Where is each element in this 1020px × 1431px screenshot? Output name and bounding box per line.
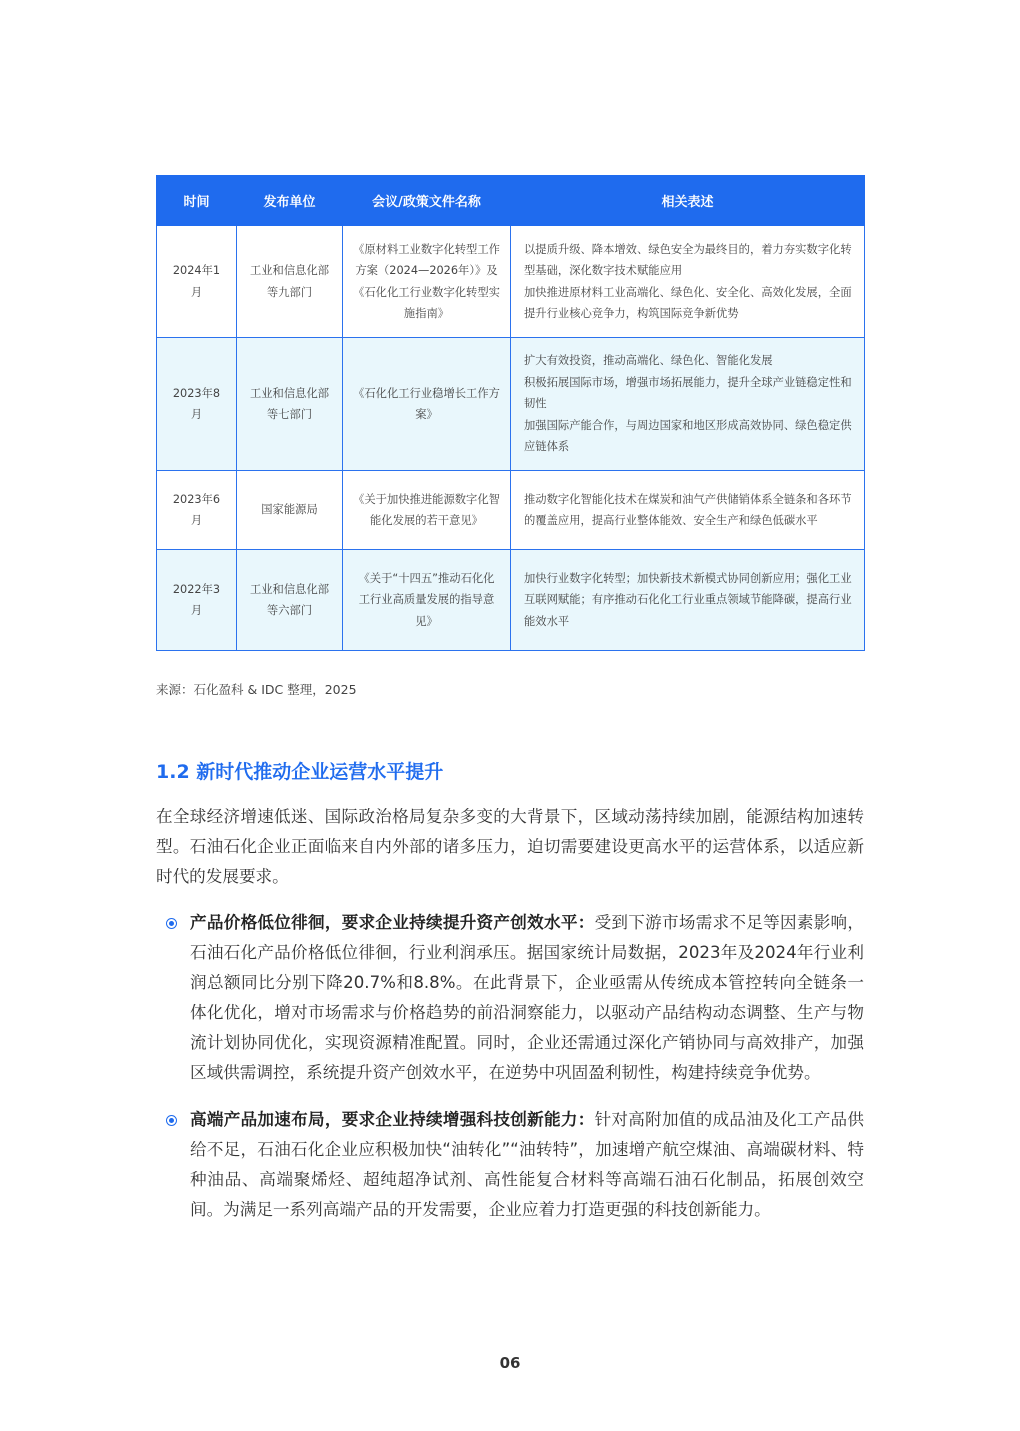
cell-doc: 《石化化工行业稳增长工作方案》 bbox=[343, 338, 511, 471]
page-number: 06 bbox=[499, 1354, 521, 1372]
table-row bbox=[157, 226, 865, 338]
intro-paragraph: 在全球经济增速低迷、国际政治格局复杂多变的大背景下，区域动荡持续加剧，能源结构加速转型。石油石化企业正面临来自内外部的诸多压力，迫切需要建设更高水平的运营体系，以适应新时代的发展要求。 bbox=[156, 807, 864, 886]
cell-org: 国家能源局 bbox=[237, 471, 343, 550]
cell-org: 工业和信息化部等七部门 bbox=[237, 338, 343, 471]
cell-date: 2022年3月 bbox=[157, 550, 237, 651]
cell-org: 工业和信息化部等九部门 bbox=[237, 226, 343, 338]
table-row bbox=[157, 550, 865, 651]
desc-line: 加强国际产能合作，与周边国家和地区形成高效协同、绿色稳定供应链体系 bbox=[524, 418, 852, 454]
desc-line: 推动数字化智能化技术在煤炭和油气产供储销体系全链条和各环节的覆盖应用，提高行业整体能效、安全生产和绿色低碳水平 bbox=[524, 492, 852, 527]
table-header-row bbox=[157, 176, 865, 226]
cell-desc bbox=[511, 550, 865, 651]
bullet-text: 针对高附加值的成品油及化工产品供给不足，石油石化企业应积极加快“油转化”“油转特”，加速增产航空煤油、高端碳材料、特种油品、高端聚烯烃、超纯超净试剂、高性能复合材料等高端石油石化制品，拓展创效空间。为满足一系列高端产品的开发需要，企业应着力打造更强的科技创新能力。 bbox=[190, 1110, 865, 1219]
cell-doc: 《关于加快推进能源数字化智能化发展的若干意见》 bbox=[343, 471, 511, 550]
header-doc: 会议/政策文件名称 bbox=[343, 176, 511, 226]
cell-desc bbox=[511, 226, 865, 338]
cell-org: 工业和信息化部等六部门 bbox=[237, 550, 343, 651]
header-org: 发布单位 bbox=[237, 176, 343, 226]
header-desc: 相关表述 bbox=[511, 176, 865, 226]
table-row bbox=[157, 338, 865, 471]
cell-desc bbox=[511, 338, 865, 471]
cell-desc bbox=[511, 471, 865, 550]
desc-line: 积极拓展国际市场，增强市场拓展能力，提升全球产业链稳定性和韧性 bbox=[524, 375, 852, 411]
cell-doc: 《关于“十四五”推动石化化工行业高质量发展的指导意见》 bbox=[343, 550, 511, 651]
section-title: 1.2 新时代推动企业运营水平提升 bbox=[156, 761, 444, 783]
cell-date: 2023年6月 bbox=[157, 471, 237, 550]
bullet-text: 受到下游市场需求不足等因素影响，石油石化产品价格低位徘徊，行业利润承压。据国家统计局数据，2023年及2024年行业利润总额同比分别下降20.7%和8.8%。在此背景下，企业亟需从传统成本管控转向全链条一体化优化，增对市场需求与价格趋势的前沿洞察能力，以驱动产品结构动态调整、生产与物流计划协同优化，实现资源精准配置。同时，企业还需通过深化产销协同与高效排产，加强区域供需调控，系统提升资产创效水平，在逆势中巩固盈利韧性，构建持续竞争优势。 bbox=[190, 913, 865, 1082]
bullet-circle-icon bbox=[166, 1115, 177, 1126]
cell-date: 2023年8月 bbox=[157, 338, 237, 471]
desc-line: 加快行业数字化转型；加快新技术新模式协同创新应用；强化工业互联网赋能；有序推动石化化工行业重点领域节能降碳，提高行业能效水平 bbox=[524, 571, 852, 628]
bullet-circle-icon bbox=[166, 918, 177, 929]
bullet-item bbox=[190, 908, 864, 1088]
bullet-title: 高端产品加速布局，要求企业持续增强科技创新能力： bbox=[190, 1110, 595, 1129]
bullet-item bbox=[190, 1105, 864, 1225]
policy-table bbox=[156, 175, 865, 651]
table-source: 来源：石化盈科 & IDC 整理，2025 bbox=[156, 682, 357, 697]
desc-line: 扩大有效投资，推动高端化、绿色化、智能化发展 bbox=[524, 354, 773, 368]
table-row bbox=[157, 471, 865, 550]
header-date: 时间 bbox=[157, 176, 237, 226]
desc-line: 加快推进原材料工业高端化、绿色化、安全化、高效化发展，全面提升行业核心竞争力，构筑国际竞争新优势 bbox=[524, 285, 852, 320]
cell-date: 2024年1月 bbox=[157, 226, 237, 338]
cell-doc: 《原材料工业数字化转型工作方案（2024—2026年）》及《石化化工行业数字化转型实施指南》 bbox=[343, 226, 511, 338]
bullet-title: 产品价格低位徘徊，要求企业持续提升资产创效水平： bbox=[190, 913, 595, 932]
desc-line: 以提质升级、降本增效、绿色安全为最终目的，着力夯实数字化转型基础，深化数字技术赋能应用 bbox=[524, 242, 852, 277]
